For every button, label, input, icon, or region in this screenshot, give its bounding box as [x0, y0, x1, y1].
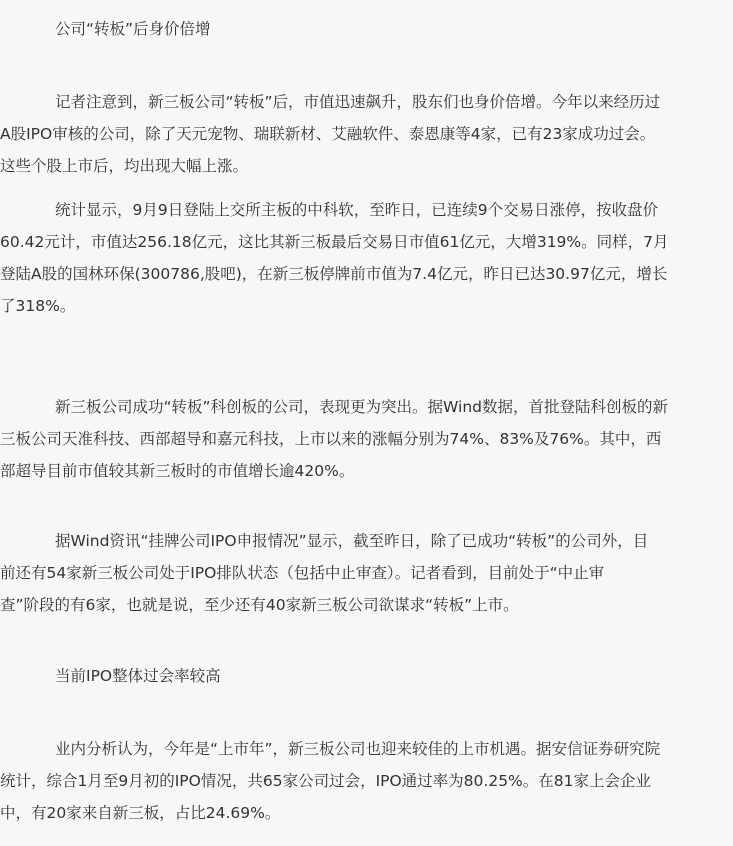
paragraph-2-line-4: 了318%。 — [0, 297, 76, 315]
paragraph-2-line-2: 60.42元计，市值达256.18亿元，这比其新三板最后交易日市值61亿元，大增319%。同样，7月 — [0, 233, 669, 251]
section-heading-2: 当前IPO整体过会率较高 — [55, 667, 221, 685]
paragraph-5-line-3: 中，有20家来自新三板，占比24.69%。 — [0, 804, 281, 822]
paragraph-3-line-3: 部超导目前市值较其新三板时的市值增长逾420%。 — [0, 462, 355, 480]
section-heading-1: 公司“转板”后身价倍增 — [55, 20, 211, 38]
paragraph-4-line-3: 查”阶段的有6家，也就是说，至少还有40家新三板公司欲谋求“转板”上市。 — [0, 596, 519, 614]
paragraph-3-line-2: 三板公司天准科技、西部超导和嘉元科技，上市以来的涨幅分别为74%、83%及76%。其中，西 — [0, 430, 662, 448]
paragraph-2-line-3: 登陆A股的国林环保(300786,股吧)，在新三板停牌前市值为7.4亿元，昨日已达30.97亿元，增长 — [0, 265, 668, 283]
paragraph-4-line-1: 据Wind资讯“挂牌公司IPO申报情况”显示，截至昨日，除了已成功“转板”的公司外，目 — [55, 532, 649, 550]
paragraph-4-line-2: 前还有54家新三板公司处于IPO排队状态（包括中止审查）。记者看到，目前处于“中止审 — [0, 564, 605, 582]
paragraph-5-line-1: 业内分析认为，今年是“上市年”，新三板公司也迎来较佳的上市机遇。据安信证券研究院 — [55, 740, 661, 758]
paragraph-2-line-1: 统计显示，9月9日登陆上交所主板的中科软，至昨日，已连续9个交易日涨停，按收盘价 — [55, 201, 659, 219]
paragraph-1-line-2: A股IPO审核的公司，除了天元宠物、瑞联新材、艾融软件、泰恩康等4家，已有23家成功过会。 — [0, 125, 656, 143]
paragraph-5-line-2: 统计，综合1月至9月初的IPO情况，共65家公司过会，IPO通过率为80.25%。在81家上会企业 — [0, 772, 652, 790]
paragraph-1-line-3: 这些个股上市后，均出现大幅上涨。 — [0, 157, 249, 175]
paragraph-3-line-1: 新三板公司成功“转板”科创板的公司，表现更为突出。据Wind数据，首批登陆科创板的新 — [55, 398, 669, 416]
paragraph-1-line-1: 记者注意到，新三板公司“转板”后，市值迅速飙升，股东们也身价倍增。今年以来经历过 — [55, 93, 661, 111]
